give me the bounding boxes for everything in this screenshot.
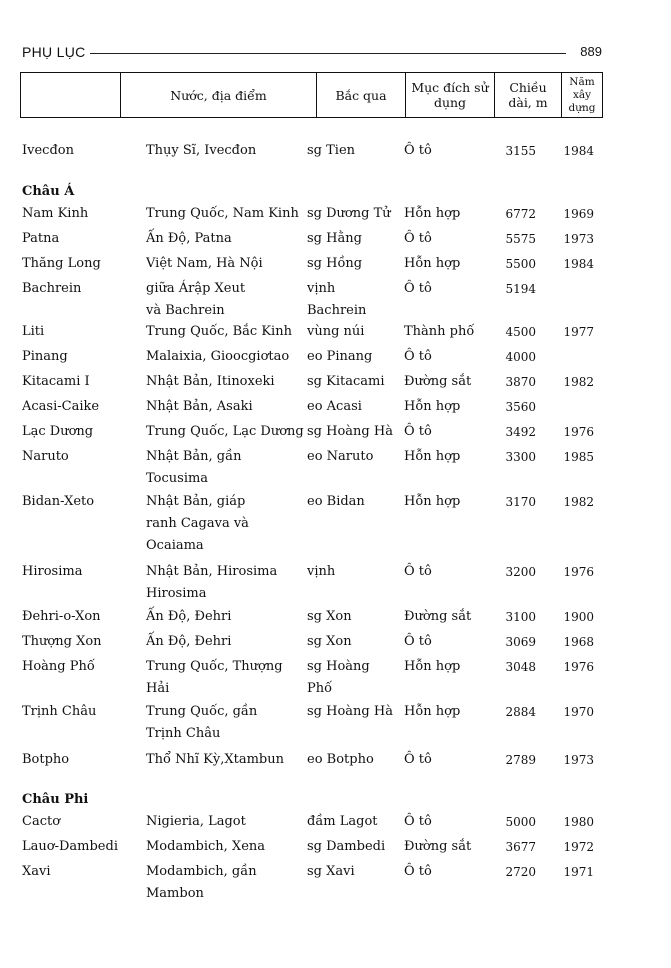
bridge-purpose: Ô tô [404,564,432,579]
bridge-location: Ấn Độ, Patna [146,231,232,246]
bridge-length: 2884 [505,705,536,719]
bridge-crosses: eo Botpho [307,752,374,767]
header-col-year: Năm xây dựng [561,73,602,117]
bridge-year: 1976 [563,425,594,439]
bridge-year: 1985 [563,450,594,464]
bridge-crosses: sg Hoàng Phố [307,659,370,696]
bridge-length: 6772 [505,207,536,221]
bridge-purpose: Thành phố [404,324,475,339]
header-col-over: Bắc qua [316,73,405,117]
bridge-name: Hoàng Phố [22,659,95,674]
bridge-year: 1980 [563,815,594,829]
table-header [20,72,603,118]
bridge-length: 2720 [505,865,536,879]
bridge-length: 3069 [505,635,536,649]
bridge-crosses: eo Naruto [307,449,374,464]
bridge-purpose: Hỗn hợp [404,399,461,414]
bridge-year: 1984 [563,144,594,158]
bridge-name: Kitacami I [22,374,90,389]
bridge-location: Nhật Bản, gần Tocusima [146,449,242,486]
bridge-location: Trung Quốc, Thượng Hải [146,659,283,696]
bridge-purpose: Ô tô [404,281,432,296]
header-col-length: Chiều dài, m [494,73,561,117]
bridge-purpose: Ô tô [404,814,432,829]
bridge-name: Đehri-o-Xon [22,609,101,624]
bridge-length: 4500 [505,325,536,339]
bridge-purpose: Hỗn hợp [404,494,461,509]
bridge-length: 5575 [505,232,536,246]
bridge-purpose: Hỗn hợp [404,449,461,464]
bridge-purpose: Hỗn hợp [404,256,461,271]
bridge-name: Trịnh Châu [22,704,97,719]
bridge-location: Trung Quốc, Nam Kinh [146,206,299,221]
bridge-purpose: Ô tô [404,752,432,767]
bridge-purpose: Ô tô [404,424,432,439]
bridge-location: Trung Quốc, Bắc Kinh [146,324,292,339]
bridge-purpose: Đường sắt [404,839,472,854]
running-head [22,44,602,62]
bridge-name: Acasi-Caike [22,399,100,414]
bridge-year: 1968 [563,635,594,649]
bridge-name: Patna [22,231,60,246]
bridge-length: 3155 [505,144,536,158]
bridge-length: 3048 [505,660,536,674]
bridge-location: Thổ Nhĩ Kỳ,Xtambun [146,752,284,767]
bridge-crosses: eo Bidan [307,494,365,509]
bridge-location: Việt Nam, Hà Nội [146,256,263,271]
bridge-purpose: Hỗn hợp [404,659,461,674]
bridge-crosses: sg Tien [307,143,356,158]
bridge-length: 3100 [505,610,536,624]
bridge-length: 3200 [505,565,536,579]
section-heading: Châu Phi [22,792,89,807]
running-head-title: PHỤ LỤC [22,44,86,60]
bridge-crosses: sg Dambedi [307,839,386,854]
bridge-length: 4000 [505,350,536,364]
bridge-location: Nhật Bản, giáp ranh Cagava và Ocaiama [146,494,249,553]
bridge-location: Nhật Bản, Asaki [146,399,253,414]
bridge-year: 1976 [563,565,594,579]
bridge-year: 1971 [563,865,594,879]
bridge-crosses: sg Kitacami [307,374,385,389]
bridge-location: Malaixia, Gioocgiơtao [146,349,290,364]
bridge-purpose: Ô tô [404,349,432,364]
bridge-location: Trung Quốc, Lạc Dương [146,424,304,439]
bridge-year: 1984 [563,257,594,271]
bridge-location: Ấn Độ, Đehri [146,609,232,624]
bridge-purpose: Ô tô [404,864,432,879]
bridge-length: 2789 [505,753,536,767]
bridge-crosses: sg Hồng [307,256,363,271]
bridge-year: 1982 [563,375,594,389]
bridge-length: 3560 [505,400,536,414]
bridge-crosses: eo Acasi [307,399,362,414]
bridge-name: Hirosima [22,564,83,579]
bridge-name: Ivecđon [22,143,74,158]
running-head-rule [90,53,566,54]
bridge-location: Thụy Sĩ, Ivecđon [146,143,257,158]
bridge-name: Cactơ [22,814,61,829]
bridge-purpose: Ô tô [404,634,432,649]
bridge-year: 1900 [563,610,594,624]
bridge-name: Thượng Xon [22,634,102,649]
bridge-year: 1973 [563,753,594,767]
bridge-location: Nhật Bản, Hirosima Hirosima [146,564,278,601]
header-col-name [21,73,120,117]
bridge-name: Nam Kinh [22,206,89,221]
bridge-name: Pinang [22,349,68,364]
bridge-year: 1977 [563,325,594,339]
bridge-year: 1976 [563,660,594,674]
bridge-name: Naruto [22,449,69,464]
bridge-crosses: eo Pinang [307,349,373,364]
bridge-name: Botpho [22,752,70,767]
bridge-crosses: sg Hoàng Hà [307,424,393,439]
bridge-crosses: vịnh Bachrein [307,281,367,318]
bridge-location: Modambich, Xena [146,839,266,854]
bridge-crosses: vịnh [307,564,336,579]
bridge-crosses: sg Xon [307,609,352,624]
bridge-length: 5000 [505,815,536,829]
page-number: 889 [580,44,602,59]
bridge-year: 1973 [563,232,594,246]
bridge-purpose: Đường sắt [404,374,472,389]
bridge-length: 5500 [505,257,536,271]
section-heading: Châu Á [22,184,75,199]
bridge-purpose: Ô tô [404,143,432,158]
bridge-length: 3677 [505,840,536,854]
bridge-purpose: Ô tô [404,231,432,246]
bridge-location: Modambich, gần Mambon [146,864,257,901]
bridge-crosses: sg Hằng [307,231,362,246]
bridge-crosses: sg Xavi [307,864,355,879]
bridge-purpose: Đường sắt [404,609,472,624]
bridge-location: giữa Árập Xeut và Bachrein [146,281,246,318]
bridge-location: Ấn Độ, Đehri [146,634,232,649]
bridge-crosses: sg Xon [307,634,352,649]
bridge-name: Liti [22,324,45,339]
bridge-crosses: sg Hoàng Hà [307,704,393,719]
bridge-length: 5194 [505,282,536,296]
bridge-purpose: Hỗn hợp [404,704,461,719]
bridge-name: Bachrein [22,281,82,296]
bridge-year: 1982 [563,495,594,509]
bridge-year: 1970 [563,705,594,719]
bridge-length: 3870 [505,375,536,389]
bridge-name: Bidan-Xeto [22,494,95,509]
bridge-name: Lauơ-Dambedi [22,839,118,854]
bridge-name: Xavi [22,864,51,879]
bridge-name: Thăng Long [22,256,101,271]
bridge-year: 1972 [563,840,594,854]
bridge-location: Nhật Bản, Itinoxeki [146,374,275,389]
bridge-length: 3300 [505,450,536,464]
bridge-crosses: vùng núi [307,324,365,339]
bridge-length: 3170 [505,495,536,509]
bridge-location: Trung Quốc, gần Trịnh Châu [146,704,258,741]
bridge-name: Lạc Dương [22,424,94,439]
bridge-crosses: sg Dương Tử [307,206,391,221]
bridge-year: 1969 [563,207,594,221]
bridge-purpose: Hỗn hợp [404,206,461,221]
header-col-use: Mục đích sử dụng [405,73,494,117]
bridge-location: Nigieria, Lagot [146,814,246,829]
header-col-place: Nước, địa điểm [120,73,316,117]
bridge-length: 3492 [505,425,536,439]
bridge-crosses: đầm Lagot [307,814,378,829]
